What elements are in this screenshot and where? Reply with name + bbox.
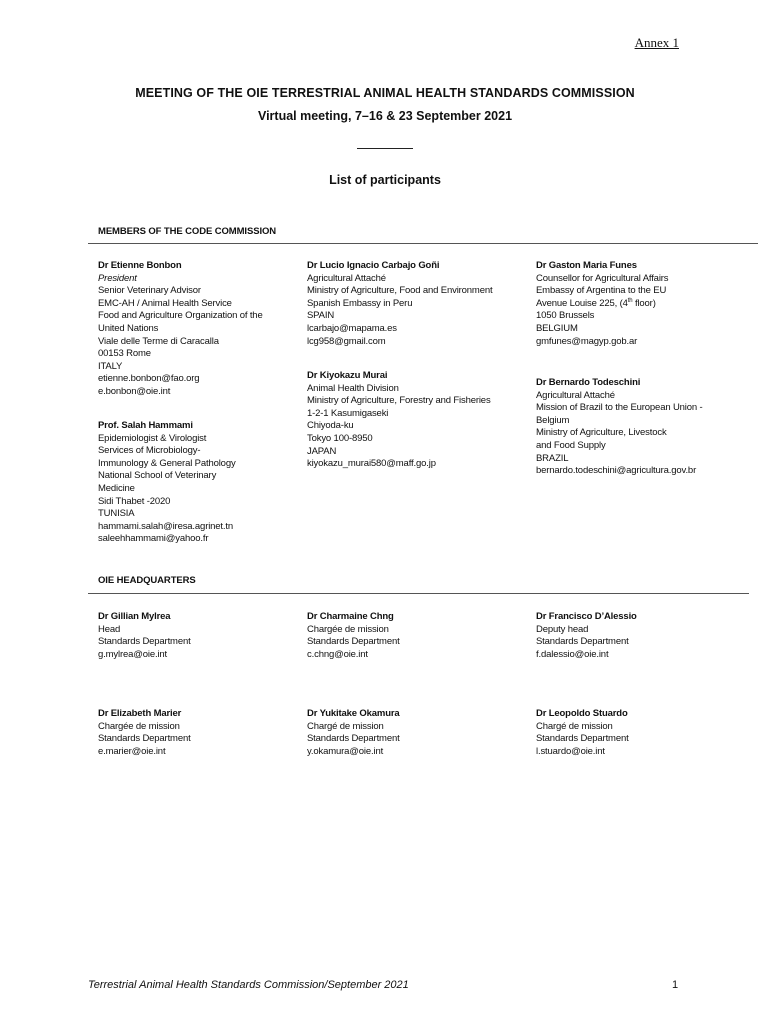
ordinal-suffix: th xyxy=(627,297,633,304)
participant-chng xyxy=(307,611,400,661)
participant-name: Dr Francisco D’Alessio xyxy=(536,611,637,622)
participant-email: bernardo.todeschini@agricultura.gov.br xyxy=(536,465,697,477)
participant-line: Counsellor for Agricultural Affairs xyxy=(536,272,669,284)
participant-bonbon xyxy=(98,260,263,399)
participant-line: BRAZIL xyxy=(536,452,569,464)
participant-line: Tokyo 100-8950 xyxy=(307,432,373,444)
participant-line: Standards Department xyxy=(307,636,400,648)
participant-dalessio xyxy=(536,611,637,661)
participant-line: BELGIUM xyxy=(536,322,578,334)
participant-marier xyxy=(98,708,191,758)
participant-line: Chiyoda-ku xyxy=(307,420,354,432)
list-title: List of participants xyxy=(329,173,441,187)
participant-line: TUNISIA xyxy=(98,508,135,520)
participant-email: c.chng@oie.int xyxy=(307,648,368,660)
meeting-subtitle: Virtual meeting, 7–16 & 23 September 2021 xyxy=(257,109,513,123)
participant-email: y.okamura@oie.int xyxy=(307,745,384,757)
footer-title: Terrestrial Animal Health Standards Commission/September 2021 xyxy=(88,979,409,991)
participant-line: Agricultural Attaché xyxy=(307,272,386,284)
participant-email: hammami.salah@iresa.agrinet.tn xyxy=(98,520,234,532)
participant-line: Senior Veterinary Advisor xyxy=(98,285,201,297)
participant-line: Epidemiologist & Virologist xyxy=(98,432,207,444)
participant-name: Dr Yukitake Okamura xyxy=(307,708,400,719)
participant-line: EMC-AH / Animal Health Service xyxy=(98,297,232,309)
participant-email: l.stuardo@oie.int xyxy=(536,745,605,757)
participant-line: Medicine xyxy=(98,482,135,494)
participant-line: Standards Department xyxy=(536,636,629,648)
participant-line: Deputy head xyxy=(536,623,589,635)
participant-okamura xyxy=(307,708,400,758)
participant-line: 00153 Rome xyxy=(98,348,151,360)
participant-line: Ministry of Agriculture, Livestock xyxy=(536,427,667,439)
participant-email: kiyokazu_murai580@maff.go.jp xyxy=(307,458,436,470)
participant-name: Dr Etienne Bonbon xyxy=(98,260,182,271)
participant-email: gmfunes@magyp.gob.ar xyxy=(536,335,638,347)
participant-name: Prof. Salah Hammami xyxy=(98,420,193,431)
participant-line: Ministry of Agriculture, Food and Environment xyxy=(307,285,493,297)
participant-line xyxy=(536,298,668,311)
participant-email: lcg958@gmail.com xyxy=(307,335,386,347)
participant-line: Belgium xyxy=(536,414,570,426)
participant-email: g.mylrea@oie.int xyxy=(98,648,168,660)
page-number: 1 xyxy=(672,979,679,991)
participant-line: Chargée de mission xyxy=(307,623,389,635)
participant-line: Services of Microbiology- xyxy=(98,445,201,457)
participant-name: Dr Bernardo Todeschini xyxy=(536,377,641,388)
participant-line: Mission of Brazil to the European Union - xyxy=(536,402,703,414)
section-rule xyxy=(88,593,749,594)
participant-line: Head xyxy=(98,623,121,635)
participant-line: Chargé de mission xyxy=(536,720,613,732)
participant-email: etienne.bonbon@fao.org xyxy=(98,373,200,385)
participant-line: Immunology & General Pathology xyxy=(98,457,236,469)
participant-line: Viale delle Terme di Caracalla xyxy=(98,335,219,347)
participant-line: Ministry of Agriculture, Forestry and Fisheries xyxy=(307,395,491,407)
participant-name: Dr Lucio Ignacio Carbajo Goñi xyxy=(307,260,440,271)
participant-stuardo xyxy=(536,708,629,758)
participant-name: Dr Elizabeth Marier xyxy=(98,708,182,719)
participant-carbajo xyxy=(307,260,492,348)
meeting-title: MEETING OF THE OIE TERRESTRIAL ANIMAL HEALTH STANDARDS COMMISSION xyxy=(135,86,635,100)
participant-role: President xyxy=(98,272,137,284)
participant-funes xyxy=(536,260,668,348)
participant-mylrea xyxy=(98,611,191,661)
participant-line: 1-2-1 Kasumigaseki xyxy=(307,407,389,419)
participant-line: National School of Veterinary xyxy=(98,470,217,482)
participant-hammami xyxy=(98,420,236,546)
participant-line: ITALY xyxy=(98,360,123,372)
participant-name: Dr Charmaine Chng xyxy=(307,611,394,622)
participant-line: United Nations xyxy=(98,322,159,334)
participant-line: and Food Supply xyxy=(536,439,606,451)
participant-line: Standards Department xyxy=(307,733,400,745)
participant-email: e.bonbon@oie.int xyxy=(98,385,171,397)
participant-line: Standards Department xyxy=(98,733,191,745)
participant-line: Chargé de mission xyxy=(307,720,384,732)
section-heading-code-commission: MEMBERS OF THE CODE COMMISSION xyxy=(98,226,277,237)
participant-email: e.marier@oie.int xyxy=(98,745,166,757)
participant-line: Food and Agriculture Organization of the xyxy=(98,310,263,322)
address-part: floor) xyxy=(632,297,656,309)
participant-line: Embassy of Argentina to the EU xyxy=(536,285,667,297)
participant-line: Sidi Thabet -2020 xyxy=(98,495,171,507)
participant-line: 1050 Brussels xyxy=(536,310,595,322)
annex-label: Annex 1 xyxy=(634,35,679,50)
section-heading-headquarters: OIE HEADQUARTERS xyxy=(98,575,196,586)
participant-line: Spanish Embassy in Peru xyxy=(307,297,413,309)
participant-email: saleehhammami@yahoo.fr xyxy=(98,533,209,545)
participant-line: JAPAN xyxy=(307,445,337,457)
participant-todeschini xyxy=(536,377,703,478)
participant-name: Dr Gillian Mylrea xyxy=(98,611,171,622)
participant-email: lcarbajo@mapama.es xyxy=(307,322,397,334)
participant-line: SPAIN xyxy=(307,310,335,322)
participant-name: Dr Gaston Maria Funes xyxy=(536,260,637,271)
section-rule xyxy=(88,243,758,244)
address-part: Avenue Louise 225, (4 xyxy=(536,297,628,309)
participant-line: Animal Health Division xyxy=(307,382,399,394)
participant-email: f.dalessio@oie.int xyxy=(536,648,609,660)
participant-murai xyxy=(307,370,491,471)
participant-line: Agricultural Attaché xyxy=(536,389,615,401)
participant-line: Chargée de mission xyxy=(98,720,180,732)
participant-name: Dr Kiyokazu Murai xyxy=(307,370,388,381)
participant-line: Standards Department xyxy=(98,636,191,648)
participant-line: Standards Department xyxy=(536,733,629,745)
title-divider xyxy=(357,148,413,149)
participant-name: Dr Leopoldo Stuardo xyxy=(536,708,628,719)
